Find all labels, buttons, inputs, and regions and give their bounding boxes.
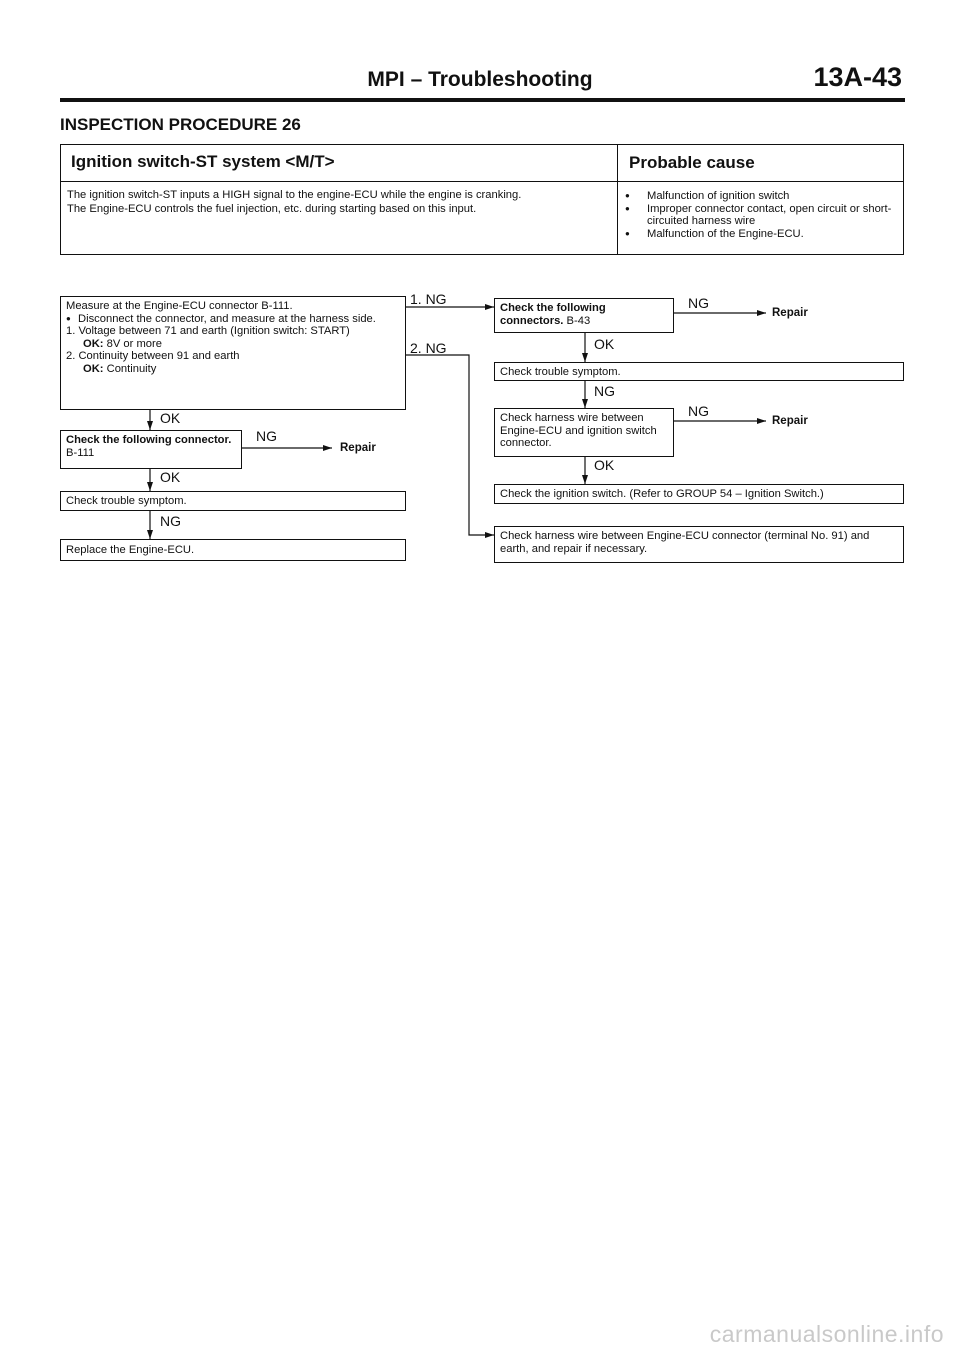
description-line: The Engine-ECU controls the fuel injection, etc. during starting based on this input.	[67, 203, 477, 215]
check-harness-terminal-91-box: Check harness wire between Engine-ECU connector (terminal No. 91) and earth, and repair if necessary.	[494, 526, 904, 563]
cause-item: ● Malfunction of ignition switch	[623, 190, 901, 203]
measure-criteria: OK: 8V or more	[83, 337, 162, 350]
measure-line: 1. Voltage between 71 and earth (Ignition switch: START)	[66, 325, 350, 337]
page-header-title: MPI – Troubleshooting	[367, 68, 593, 91]
page-number: 13A-43	[813, 62, 902, 92]
procedure-title: INSPECTION PROCEDURE 26	[60, 115, 301, 134]
label-ng: NG	[256, 428, 277, 444]
watermark: carmanualsonline.info	[709, 1321, 944, 1347]
cause-item: ● Improper connector contact, open circuit or short-circuited harness wire	[623, 203, 901, 228]
check-harness-ignition-box: Check harness wire between Engine-ECU and ignition switch connector.	[494, 408, 674, 457]
measure-criteria: OK: Continuity	[83, 362, 157, 375]
label-repair: Repair	[772, 415, 808, 427]
label-ok: OK	[160, 410, 181, 426]
label-ng: NG	[594, 383, 615, 399]
cause-item: ● Malfunction of the Engine-ECU.	[623, 228, 901, 241]
label-repair: Repair	[340, 442, 376, 454]
label-ng: NG	[688, 403, 709, 419]
label-1-ng: 1. NG	[410, 291, 447, 307]
label-ng: NG	[160, 513, 181, 529]
measure-bullet: ● Disconnect the connector, and measure at the harness side.	[66, 312, 376, 325]
check-trouble-left-box: Check trouble symptom.	[60, 491, 406, 511]
label-ok: OK	[594, 457, 615, 473]
measure-line: 2. Continuity between 91 and earth	[66, 350, 240, 362]
label-ok: OK	[594, 336, 615, 352]
check-ignition-switch-box: Check the ignition switch. (Refer to GROUP 54 – Ignition Switch.)	[494, 484, 904, 504]
label-ok: OK	[160, 469, 181, 485]
probable-cause-title: Probable cause	[629, 153, 755, 172]
check-connectors-b43-box: Check the following connectors. B-43	[494, 298, 674, 333]
label-repair: Repair	[772, 307, 808, 319]
replace-ecu-box: Replace the Engine-ECU.	[60, 539, 406, 561]
measure-box	[60, 296, 406, 410]
measure-line: Disconnect the connector, and measure at the harness side.	[78, 312, 376, 325]
check-trouble-right-box: Check trouble symptom.	[494, 362, 904, 381]
measure-line: Measure at the Engine-ECU connector B-111.	[66, 300, 293, 312]
label-ng: NG	[688, 295, 709, 311]
label-2-ng: 2. NG	[410, 340, 447, 356]
system-title: Ignition switch-ST system <M/T>	[71, 152, 335, 171]
check-connector-b111-box: Check the following connector. B-111	[60, 430, 242, 469]
description-line: The ignition switch-ST inputs a HIGH signal to the engine-ECU while the engine is cranking.	[67, 189, 522, 201]
